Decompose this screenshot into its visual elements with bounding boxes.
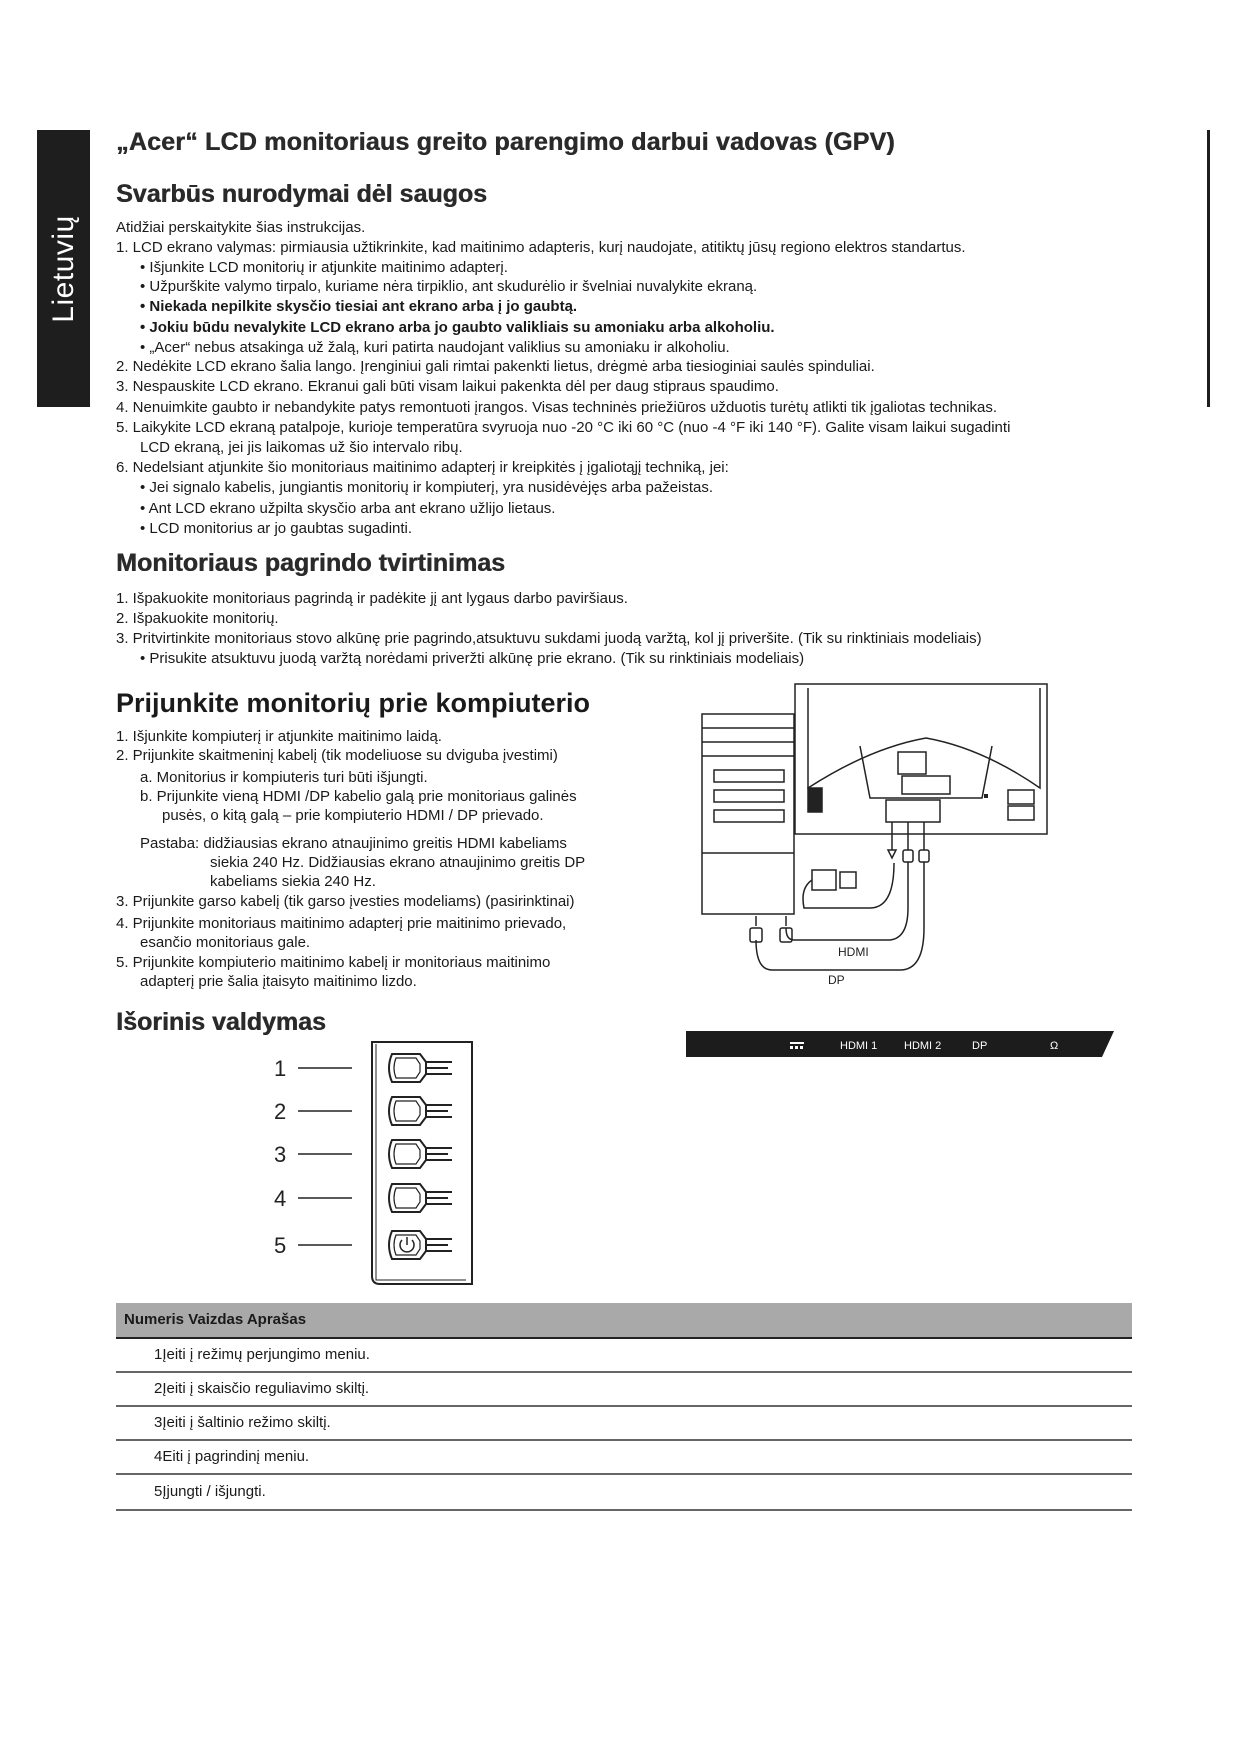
connect-line: 1. Išjunkite kompiuterį ir atjunkite maitinimo laidą. xyxy=(116,728,442,745)
dp-label: DP xyxy=(828,973,845,987)
safety-line: 6. Nedelsiant atjunkite šio monitoriaus maitinimo adapterį ir kreipkitės į įgaliotąjį techniką, jei: xyxy=(116,459,729,476)
safety-line: • Užpurškite valymo tirpalo, kuriame nėra tirpiklio, ant skudurėlio ir švelniai nuvalykite ekraną. xyxy=(140,278,758,295)
osd-input-bar xyxy=(686,1031,1114,1057)
control-number-2: 2 xyxy=(274,1099,287,1124)
control-button-3[interactable] xyxy=(389,1140,452,1168)
connect-line: b. Prijunkite vieną HDMI /DP kabelio galą prie monitoriaus galinės xyxy=(140,788,577,805)
connect-heading: Prijunkite monitorių prie kompiuterio xyxy=(116,688,591,718)
safety-line: 2. Nedėkite LCD ekrano šalia lango. Įrenginiui gali rimtai pakenkti lietus, drėgmė arba tiesioginiai saulės spinduliai. xyxy=(116,358,875,375)
monitor-back-shape xyxy=(795,684,1047,834)
connect-line: 2. Prijunkite skaitmeninį kabelį (tik modeliuose su dviguba įvestimi) xyxy=(116,747,558,764)
connect-line: adapterį prie šalia įtaisyto maitinimo lizdo. xyxy=(140,973,417,990)
page-title: „Acer“ LCD monitoriaus greito parengimo darbui vadovas (GPV) xyxy=(116,128,895,156)
table-row: 2Įeiti į skaisčio reguliavimo skiltį. xyxy=(116,1373,1132,1407)
connect-line: 5. Prijunkite kompiuterio maitinimo kabelį ir monitoriaus maitinimo xyxy=(116,954,551,971)
connect-line: kabeliams siekia 240 Hz. xyxy=(210,873,376,890)
table-row: 1Įeiti į režimų perjungimo meniu. xyxy=(116,1339,1132,1373)
external-controls-diagram xyxy=(260,1040,480,1290)
osd-item-audio: Ω xyxy=(1050,1040,1059,1052)
control-number-3: 3 xyxy=(274,1142,287,1167)
language-label: Lietuvių xyxy=(46,214,80,323)
connect-line: esančio monitoriaus gale. xyxy=(140,934,311,951)
control-button-1[interactable] xyxy=(389,1054,452,1082)
control-button-2[interactable] xyxy=(389,1097,452,1125)
control-button-5-power[interactable] xyxy=(389,1231,452,1259)
connect-line: a. Monitorius ir kompiuteris turi būti išjungti. xyxy=(140,769,428,786)
safety-line: • Išjunkite LCD monitorių ir atjunkite maitinimo adapterį. xyxy=(140,259,508,276)
connection-diagram xyxy=(690,678,1070,998)
safety-line: • LCD monitorius ar jo gaubtas sugadinti. xyxy=(140,520,413,537)
safety-line: 1. LCD ekrano valymas: pirmiausia užtikrinkite, kad maitinimo adapteris, kurį naudojate, atitiktų jūsų regiono elektros standartus. xyxy=(116,239,966,256)
osd-item-dp: DP xyxy=(972,1040,988,1052)
base-line: 3. Pritvirtinkite monitoriaus stovo alkūnę prie pagrindo,atsuktuvu sukdami juodą varžtą, kol jį priveršite. (Tik su rinktiniais modeliais) xyxy=(116,630,982,647)
osd-item-hdmi1: HDMI 1 xyxy=(840,1040,878,1052)
connect-line: siekia 240 Hz. Didžiausias ekrano atnaujinimo greitis DP xyxy=(210,854,586,871)
table-row: 4Eiti į pagrindinį meniu. xyxy=(116,1441,1132,1475)
base-line: 2. Išpakuokite monitorių. xyxy=(116,610,279,627)
safety-line: • „Acer“ nebus atsakinga už žalą, kuri patirta naudojant valiklius su amoniaku ir alkoholiu. xyxy=(140,339,730,356)
control-number-4: 4 xyxy=(274,1186,287,1211)
hdmi-label: HDMI xyxy=(838,945,869,959)
connect-line: pusės, o kitą galą – prie kompiuterio HDMI / DP prievado. xyxy=(162,807,544,824)
table-row: 3Įeiti į šaltinio režimo skiltį. xyxy=(116,1407,1132,1441)
safety-heading: Svarbūs nurodymai dėl saugos xyxy=(116,180,487,208)
control-button-4[interactable] xyxy=(389,1184,452,1212)
connect-line: 3. Prijunkite garso kabelį (tik garso įvesties modeliams) (pasirinktinai) xyxy=(116,893,575,910)
safety-line: 5. Laikykite LCD ekraną patalpoje, kurioje temperatūra svyruoja nuo -20 °C iki 60 °C (nuo -4 °F iki 140 °F). Galite visam laikui sugadinti xyxy=(116,419,1011,436)
connect-line: Pastaba: didžiausias ekrano atnaujinimo greitis HDMI kabeliams xyxy=(140,835,567,852)
safety-intro: Atidžiai perskaitykite šias instrukcijas. xyxy=(116,219,366,236)
controls-table xyxy=(116,1303,1132,1511)
safety-line: 4. Nenuimkite gaubto ir nebandykite patys remontuoti įrangos. Visas techninės priežiūros užduotis turėtų atlikti tik įgaliotas technikas. xyxy=(116,399,998,416)
table-row: 5Įjungti / išjungti. xyxy=(116,1475,1132,1511)
safety-line: • Jokiu būdu nevalykite LCD ekrano arba jo gaubto valikliais su amoniaku arba alkoholiu. xyxy=(140,319,775,336)
control-number-1: 1 xyxy=(274,1056,287,1081)
pc-tower-shape xyxy=(702,714,794,914)
osd-item-hdmi2: HDMI 2 xyxy=(904,1040,942,1052)
table-header: Numeris Vaizdas Aprašas xyxy=(116,1303,1132,1339)
power-icon xyxy=(400,1237,414,1252)
language-side-tab xyxy=(37,130,90,407)
safety-line: • Ant LCD ekrano užpilta skysčio arba ant ekrano užlijo lietaus. xyxy=(140,500,556,517)
base-line: • Prisukite atsuktuvu juodą varžtą norėdami priveržti alkūnę prie ekrano. (Tik su rinktiniais modeliais) xyxy=(140,650,805,667)
safety-line: • Niekada nepilkite skysčio tiesiai ant ekrano arba į jo gaubtą. xyxy=(140,298,578,315)
external-heading: Išorinis valdymas xyxy=(116,1008,326,1036)
connect-line: 4. Prijunkite monitoriaus maitinimo adapterį prie maitinimo prievado, xyxy=(116,915,567,932)
safety-line: 3. Nespauskite LCD ekrano. Ekranui gali būti visam laikui pakenkta dėl per daug stipraus spaudimo. xyxy=(116,378,779,395)
base-line: 1. Išpakuokite monitoriaus pagrindą ir padėkite jį ant lygaus darbo paviršiaus. xyxy=(116,590,628,607)
base-heading: Monitoriaus pagrindo tvirtinimas xyxy=(116,549,505,577)
safety-line: • Jei signalo kabelis, jungiantis monitorių ir kompiuterį, yra nusidėvėjęs arba pažeistas. xyxy=(140,479,714,496)
right-edge-rule xyxy=(1207,130,1210,407)
control-number-5: 5 xyxy=(274,1233,287,1258)
safety-line: LCD ekraną, jei jis laikomas už šio intervalo ribų. xyxy=(140,439,463,456)
